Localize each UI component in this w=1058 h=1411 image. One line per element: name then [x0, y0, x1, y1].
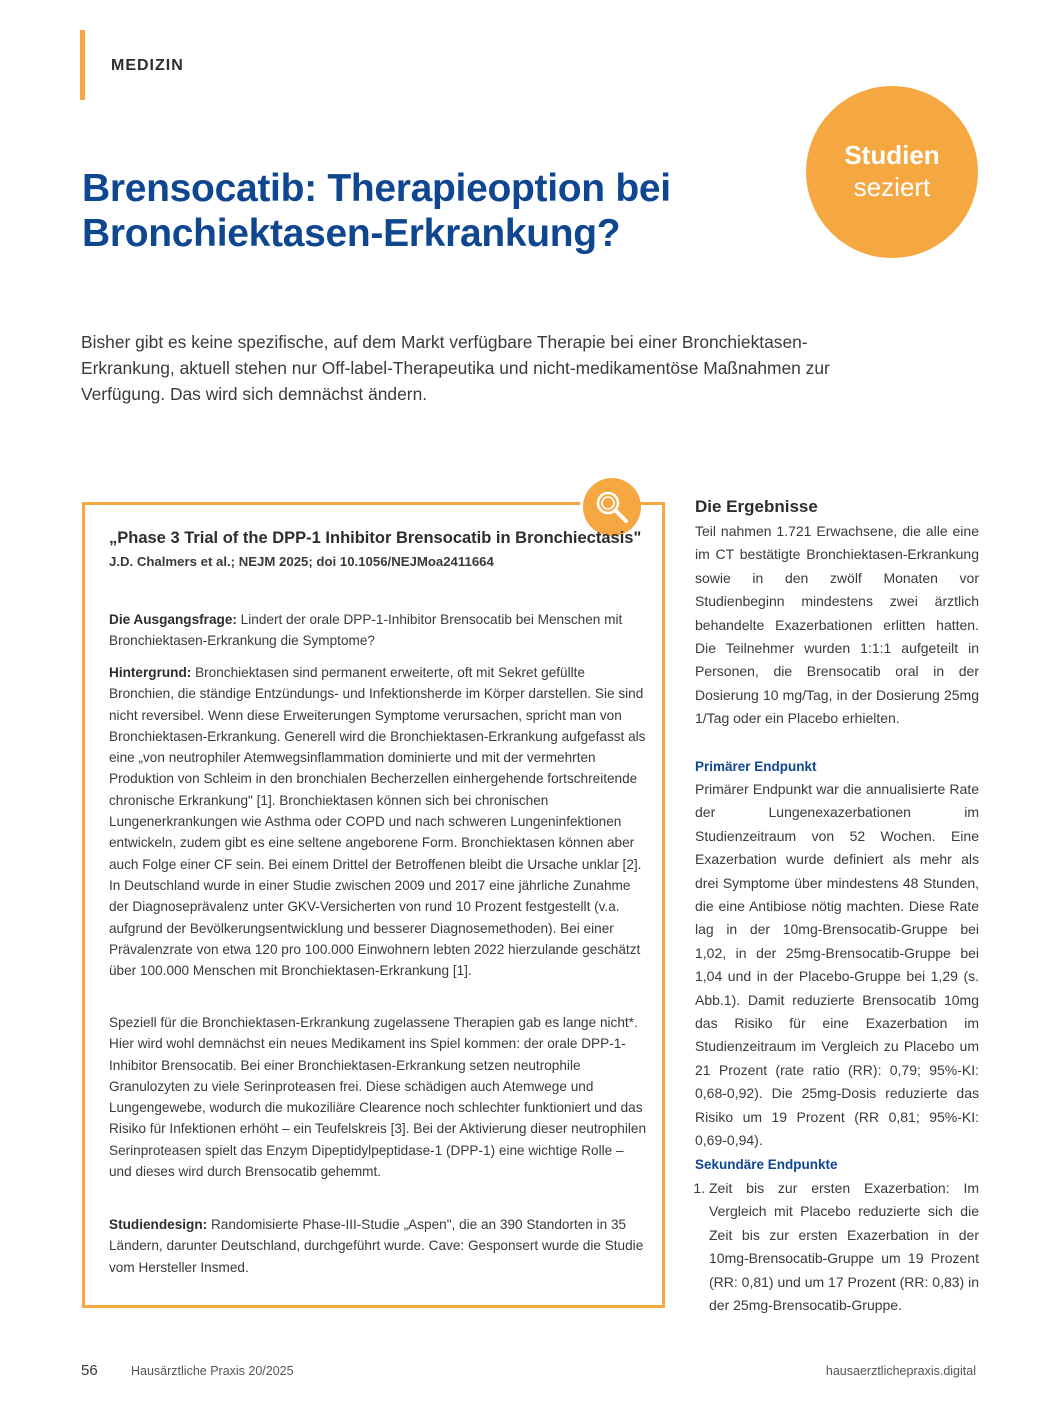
badge-line-1: Studien — [844, 140, 940, 170]
website-url[interactable]: hausaerztlichepraxis.digital — [825, 1364, 976, 1378]
page-number: 56 — [81, 1362, 98, 1379]
studien-seziert-badge — [806, 86, 978, 258]
magazine-issue: Hausärztliche Praxis 20/2025 — [131, 1364, 294, 1378]
speziell-paragraph: Speziell für die Bronchiektasen-Erkrankung zugelassene Therapien gab es lange nicht*. Hier wird wohl demnächst ein neues Medikament ins Spiel kommen: der orale DPP-1-Inhibitor Brensocatib. Bei einer Bronchiektasen-Erkrankung setzen neutrophile Granulozyten zu viele Serinproteasen frei. Diese schädigen auch Atemwege und Lungengewebe, wodurch die mukoziliäre Clearence noch schlechter funktioniert und das Risiko für Infektionen erhöht – ein Teufelskreis [3]. Bei der Aktivierung dieser neutrophilen Serinproteasen spielt das Enzym Dipeptidylpeptidase-1 (DPP-1) eine wichtige Rolle – und dieses wird durch Brensocatib gehemmt. — [109, 1015, 647, 1180]
section-label: MEDIZIN — [111, 57, 184, 74]
ausgangsfrage-paragraph — [109, 609, 649, 652]
ausgangsfrage-text: Lindert der orale DPP-1-Inhibitor Brensocatib bei Menschen mit Bronchiektasen-Erkrankung die Symptome? — [109, 612, 623, 649]
study-citation: J.D. Chalmers et al.; NEJM 2025; doi 10.1056/NEJMoa2411664 — [109, 554, 494, 569]
study-title: „Phase 3 Trial of the DPP-1 Inhibitor Brensocatib in Bronchiectasis" — [109, 529, 642, 547]
lead-paragraph: Bisher gibt es keine spezifische, auf dem Markt verfügbare Therapie bei einer Bronchiektasen-Erkrankung, aktuell stehen nur Off-label-Therapeutika und nicht-medikamentöse Maßnahmen zur Verfügung. Das wird sich demnächst ändern. — [81, 332, 830, 404]
results-text: Teil nahmen 1.721 Erwachsene, die alle eine im CT bestätigte Bronchiektasen-Erkrankung sowie in den zwölf Monaten vor Studienbeginn mindestens zwei ärztlich behandelte Exazerbationen erlitten hatten. Die Teilnehmer wurden 1:1:1 aufgeteilt in Personen, die Brensocatib oral in der Dosierung 10 mg/Tag, in der Dosierung 25mg 1/Tag oder ein Placebo erhielten. — [695, 523, 979, 727]
hintergrund-label: Hintergrund: — [109, 665, 192, 680]
page-title: Brensocatib: Therapieoption bei Bronchiektasen-Erkrankung? — [82, 167, 671, 255]
primary-endpoint-heading: Primärer Endpunkt — [695, 759, 817, 774]
primary-endpoint-text: Primärer Endpunkt war die annualisierte Rate der Lungenexazerbationen im Studienzeitraum von 52 Wochen. Eine Exazerbation wurde definiert als mehr als drei Symptome über mindestens 48 Stunden, die eine Antibiose nötig machten. Diese Rate lag in der 10mg-Brensocatib-Gruppe bei 1,02, in der 25mg-Brensocatib-Gruppe bei 1,04 und in der Placebo-Gruppe bei 1,29 (s. Abb.1). Damit reduzierte Brensocatib 10mg das Risiko für eine Exazerbation im Studienzeitraum im Vergleich zu Placebo um 21 Prozent (rate ratio (RR): 0,79; 95%-KI: 0,68-0,92). Die 25mg-Dosis reduzierte das Risiko um 19 Prozent (RR 0,81; 95%-KI: 0,69-0,94). — [695, 781, 979, 1149]
secondary-endpoints-list — [695, 1177, 979, 1317]
hintergrund-paragraph — [109, 662, 649, 981]
studiendesign-text: Randomisierte Phase-III-Studie „Aspen", die an 390 Standorten in 35 Ländern, darunter Deutschland, durchgeführt wurde. Cave: Gesponsert wurde die Studie vom Hersteller Insmed. — [109, 1217, 644, 1275]
studiendesign-label: Studiendesign: — [109, 1217, 208, 1232]
study-header — [109, 528, 644, 571]
studiendesign-paragraph — [109, 1214, 649, 1278]
section-accent-bar — [80, 30, 85, 100]
hintergrund-text: Bronchiektasen sind permanent erweiterte, oft mit Sekret gefüllte Bronchien, die ständige Entzündungs- und Infektionsherde im Körper darstellen. Sie sind nicht reversibel. Wenn diese Erweiterungen Symptome verursachen, spricht man von Bronchiektasen-Erkrankung. Generell wird die Bronchiektasen-Erkrankung aufgefasst als eine „von neutrophiler Atemwegsinflammation dominierte und mit der vermehrten Produktion von Schleim in den bronchialen Becherzellen einhergehende fortschreitende chronische Erkrankung" [1]. Bronchiektasen können sich bei chronischen Lungenerkrankungen wie Asthma oder COPD und nach schweren Lungeninfektionen entwickeln, zudem gibt es eine seltene angeborene Form. Bronchiektasen können aber auch Folge einer CF sein. Bei einem Drittel der Betroffenen bleibt die Ursache unklar [2]. In Deutschland wurde in einer Studie zwischen 2009 und 2017 eine jährliche Zunahme der Diagnoseprävalenz unter GKV-Versicherten von rund 10 Prozent festgestellt (v.a. aufgrund der Bevölkerungsentwicklung und besserer Diagnosemethoden). Bei einer Prävalenzrate von etwa 120 pro 100.000 Einwohnern lebten 2022 hierzulande geschätzt über 100.000 Menschen mit Bronchiektasen-Erkrankung [1]. — [109, 665, 646, 979]
secondary-endpoints-heading: Sekundäre Endpunkte — [695, 1157, 838, 1172]
badge-line-2: seziert — [853, 172, 931, 202]
results-heading: Die Ergebnisse — [695, 497, 818, 516]
ausgangsfrage-label: Die Ausgangsfrage: — [109, 612, 237, 627]
list-item: 1. Zeit bis zur ersten Exazerbation: Im Vergleich mit Placebo reduzierte sich die Zeit bis zur ersten Exazerbation in der 10mg-Brensocatib-Gruppe um 19 Prozent (RR: 0,81) und um 17 Prozent (RR: 0,83) in der 25mg-Brensocatib-Gruppe. — [709, 1177, 979, 1317]
